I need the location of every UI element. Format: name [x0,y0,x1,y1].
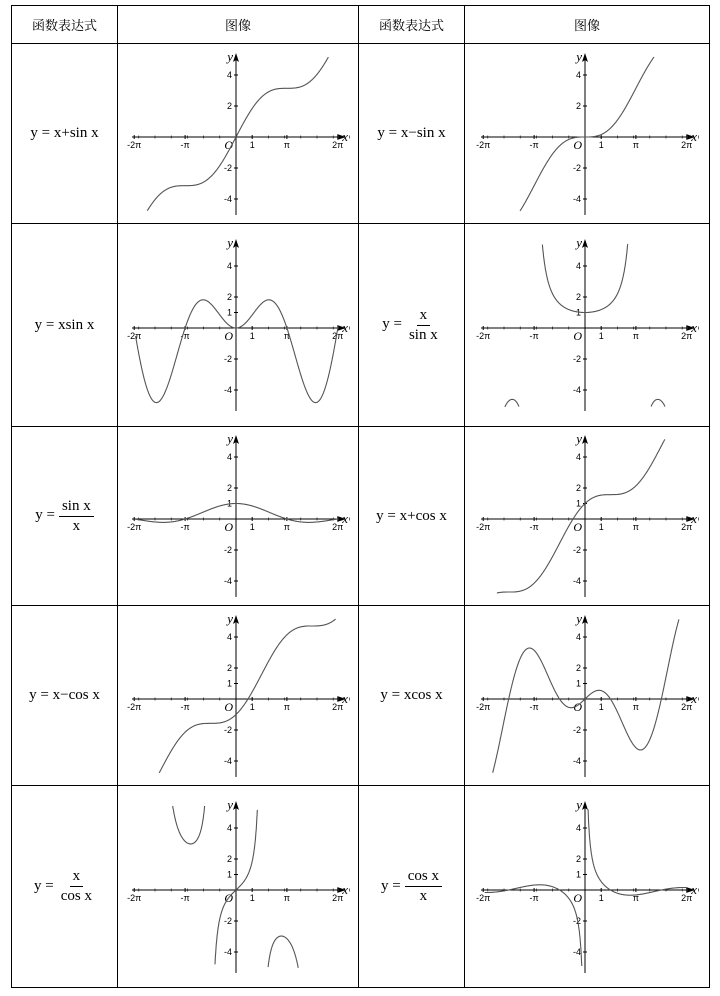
graph-cell [465,606,710,786]
y-tick-label: 2 [575,292,581,302]
y-axis-label: y [227,612,233,626]
expression-part: cos x [411,687,443,703]
header-graph-2: 图像 [465,6,710,44]
origin-label: O [573,520,582,534]
y-tick-label: 2 [226,853,232,864]
y-tick-label: 1 [575,678,581,688]
y-tick-label: -2 [572,915,581,926]
function-expression [29,687,100,703]
graph-cos-over-x [473,799,701,975]
x-tick-label: 1 [598,331,604,341]
x-tick-label: -π [529,892,539,903]
function-curve [493,619,679,772]
graph-x-sin [124,237,352,413]
expression-part: − [408,125,417,141]
y-axis-label: y [576,237,582,250]
y-tick-label: -4 [572,385,581,395]
x-tick-label: π [283,139,291,150]
origin-label: O [224,520,233,534]
y-tick-label: 1 [226,678,232,688]
expression-part: sin x [69,125,99,141]
y-tick-label: 4 [575,452,581,462]
x-axis-label: x [342,511,348,526]
expression-cell [359,224,465,427]
y-axis-label: y [576,50,582,64]
y-axis-label: y [576,612,582,626]
y-axis-label: y [576,798,582,812]
y-tick-label: -2 [223,724,232,735]
fraction-numerator: x [417,307,431,326]
table-row [12,606,710,786]
y-tick-label: 4 [575,69,581,80]
x-tick-label: -2π [127,701,142,712]
expression-cell [359,44,465,224]
x-axis-label: x [691,690,697,706]
graph-x-over-sin [473,237,701,413]
y-tick-label: 1 [226,307,232,318]
x-tick-label: 2π [332,701,344,712]
function-expression [35,497,93,534]
y-tick-label: 1 [575,498,581,509]
y-tick-label: 4 [575,261,581,271]
y-tick-label: -2 [223,915,232,926]
x-tick-label: 2π [332,522,344,532]
table-row [12,427,710,606]
x-axis-label: x [691,320,697,335]
fraction [59,498,94,535]
expression-cell [12,606,118,786]
expression-cell [12,427,118,606]
x-tick-label: -π [529,701,539,712]
function-curve [485,809,687,966]
y-tick-label: 2 [575,100,581,111]
x-axis-label: x [691,881,697,897]
x-tick-label: -2π [476,331,491,341]
function-curve [520,57,654,211]
x-tick-label: -2π [127,139,142,150]
x-tick-label: -π [180,331,190,341]
y-tick-label: -4 [223,576,232,586]
y-tick-label: 4 [226,822,232,833]
fraction-denominator: sin x [408,326,438,343]
function-curve [173,805,299,967]
origin-label: O [573,890,582,905]
x-tick-label: π [632,522,640,532]
y-tick-label: -2 [223,162,232,173]
x-tick-label: π [632,139,640,150]
y-tick-label: -2 [223,545,232,555]
x-tick-label: -2π [127,522,142,532]
function-curve [147,57,328,211]
header-graph-1: 图像 [118,6,359,44]
x-axis-label: x [342,881,348,897]
x-tick-label: -π [180,139,190,150]
function-expression [380,687,442,703]
y-tick-label: -4 [223,755,232,766]
x-tick-label: -π [180,701,190,712]
x-tick-label: π [632,331,640,341]
x-tick-label: -π [529,139,539,150]
expression-part: sin x [65,316,95,333]
y-tick-label: -4 [572,946,581,957]
graph-x-over-cos [124,799,352,975]
expression-part: cos x [415,507,447,524]
x-tick-label: 2π [332,892,344,903]
x-tick-label: 1 [249,701,255,712]
y-tick-label: -4 [572,755,581,766]
x-tick-label: -2π [476,139,491,150]
expression-cell [12,44,118,224]
y-tick-label: 4 [575,631,581,642]
x-tick-label: -π [529,522,539,532]
x-tick-label: 1 [598,139,604,150]
graph-cell [118,786,359,988]
graph-cell [465,786,710,988]
x-axis-label: x [342,128,348,144]
fraction [406,307,441,344]
graph-x-cos [473,613,701,779]
expression-part: + [61,125,70,141]
origin-label: O [224,137,233,152]
function-expression [30,125,98,141]
function-expression [35,317,95,333]
x-tick-label: -2π [127,331,142,341]
x-tick-label: π [283,892,291,903]
fraction-numerator: cos x [405,868,442,887]
function-curve [159,619,335,773]
y-tick-label: 1 [575,307,581,318]
expression-part: − [60,687,69,703]
graph-x-minus-cos [124,613,352,779]
expression-cell [12,224,118,427]
graph-cell [118,44,359,224]
expression-part: y = x [376,507,408,524]
x-tick-label: π [283,331,291,341]
origin-label: O [224,890,233,905]
y-axis-label: y [227,237,233,250]
expression-part: y = x [34,316,66,333]
x-tick-label: 1 [249,892,255,903]
y-tick-label: 2 [575,853,581,864]
x-tick-label: -2π [476,892,491,903]
y-tick-label: -4 [223,946,232,957]
function-expression [377,125,445,141]
y-tick-label: -4 [572,576,581,586]
x-axis-label: x [342,690,348,706]
function-expression [381,868,442,904]
x-tick-label: -2π [476,701,491,712]
graph-x-plus-sin [124,51,352,217]
origin-label: O [224,329,233,343]
y-tick-label: 2 [226,662,232,673]
y-tick-label: 4 [575,822,581,833]
y-tick-label: 2 [575,483,581,493]
x-tick-label: -π [180,892,190,903]
x-tick-label: 1 [249,522,255,532]
expression-part: sin x [416,125,446,141]
x-tick-label: 1 [598,892,604,903]
header-row [12,6,710,44]
x-tick-label: 1 [249,331,255,341]
expression-part: + [407,507,416,524]
graph-cell [465,44,710,224]
x-axis-label: x [691,128,697,144]
x-tick-label: -π [529,331,539,341]
expression-cell [359,606,465,786]
graph-cell [118,606,359,786]
graph-cell [118,224,359,427]
x-tick-label: 2π [681,522,693,532]
origin-label: O [573,329,582,343]
y-tick-label: 2 [575,662,581,673]
origin-label: O [224,699,233,714]
graph-cell [465,224,710,427]
y-tick-label: 1 [575,869,581,879]
fraction-denominator: cos x [60,888,92,904]
function-expression [376,508,447,524]
y-axis-label: y [576,433,582,446]
y-tick-label: 4 [226,452,232,462]
expression-lhs: y = [382,316,402,333]
fraction [405,868,442,905]
fraction-numerator: x [70,868,84,887]
y-axis-label: y [227,50,233,64]
x-axis-label: x [342,320,348,335]
y-tick-label: -2 [572,162,581,173]
x-tick-label: 2π [332,331,344,341]
y-tick-label: 1 [226,498,232,509]
origin-label: O [573,699,582,714]
x-tick-label: 1 [598,522,604,532]
y-axis-label: y [227,433,233,446]
x-tick-label: -2π [127,892,142,903]
y-axis-label: y [227,798,233,812]
header-expression-1: 函数表达式 [12,6,118,44]
function-curve [136,504,339,523]
x-tick-label: 1 [249,139,255,150]
y-tick-label: 4 [226,69,232,80]
y-tick-label: 1 [226,869,232,879]
expression-part: y = x [29,687,61,703]
x-tick-label: -2π [476,522,491,532]
x-tick-label: -π [180,522,190,532]
x-tick-label: π [283,701,291,712]
y-tick-label: -2 [572,354,581,364]
y-tick-label: -4 [223,385,232,395]
x-tick-label: 2π [681,139,693,150]
expression-lhs: y = [35,507,55,524]
graph-cell [118,427,359,606]
table-row [12,224,710,427]
origin-label: O [573,137,582,152]
y-tick-label: -4 [223,193,232,204]
x-tick-label: π [632,892,640,903]
x-tick-label: 2π [681,331,693,341]
expression-cell [359,427,465,606]
fraction-denominator: x [419,888,428,904]
expression-part: y = x [377,125,409,141]
expression-cell [12,786,118,988]
graph-x-plus-cos [473,433,701,599]
expression-part: y = x [30,125,62,141]
function-expression [382,306,440,343]
expression-part: cos x [68,687,100,703]
y-tick-label: 4 [226,631,232,642]
expression-lhs: y = [381,877,401,894]
fraction-denominator: x [72,517,81,534]
graph-x-minus-sin [473,51,701,217]
graph-cell [465,427,710,606]
y-tick-label: 2 [226,100,232,111]
table-row [12,44,710,224]
x-tick-label: 2π [681,892,693,903]
x-tick-label: π [283,522,291,532]
fraction [58,868,95,905]
x-axis-label: x [691,511,697,526]
graph-sin-over-x [124,433,352,599]
fraction-numerator: sin x [59,498,94,517]
function-curve [136,300,339,403]
y-tick-label: 4 [226,261,232,271]
y-tick-label: -2 [572,545,581,555]
x-tick-label: π [632,701,640,712]
function-expression [34,868,95,904]
y-tick-label: 2 [226,292,232,302]
header-expression-2: 函数表达式 [359,6,465,44]
table-row [12,786,710,988]
y-tick-label: 2 [226,483,232,493]
y-tick-label: -2 [572,724,581,735]
y-tick-label: -2 [223,354,232,364]
x-tick-label: 2π [332,139,344,150]
x-tick-label: 1 [598,701,604,712]
expression-lhs: y = [34,877,54,894]
y-tick-label: -4 [572,193,581,204]
function-graph-table [11,5,710,988]
expression-cell [359,786,465,988]
function-curve [497,439,665,593]
x-tick-label: 2π [681,701,693,712]
expression-part: y = x [380,687,412,703]
